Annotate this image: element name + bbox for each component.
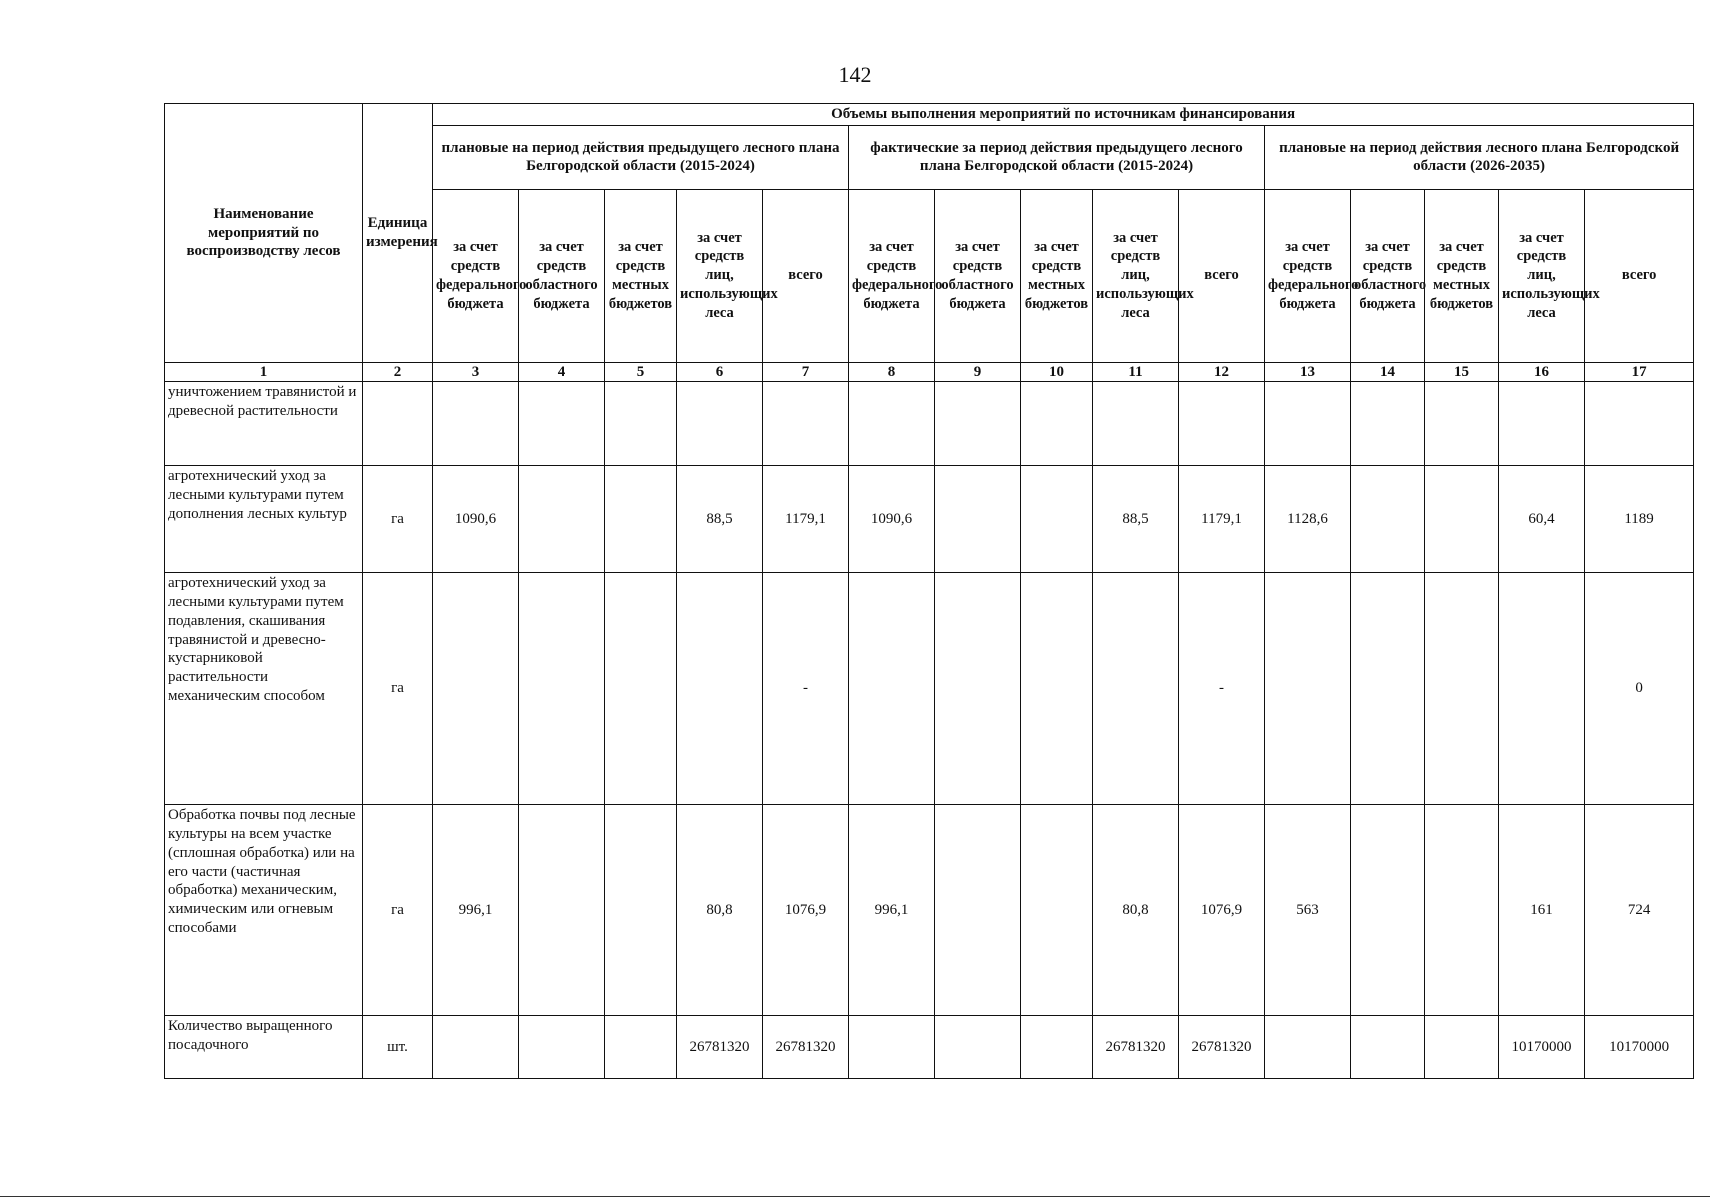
header-sub-federal: за счет средств федерального бюджета <box>849 189 935 362</box>
value-cell <box>1585 382 1694 466</box>
value-cell: 161 <box>1499 805 1585 1016</box>
value-cell: 996,1 <box>433 805 519 1016</box>
scan-bottom-edge <box>0 1196 1710 1197</box>
value-cell <box>1351 466 1425 573</box>
header-sub-local: за счет средств местных бюджетов <box>1021 189 1093 362</box>
value-cell <box>1021 805 1093 1016</box>
value-cell <box>677 382 763 466</box>
value-cell <box>519 573 605 805</box>
value-cell <box>605 382 677 466</box>
value-cell <box>1425 1016 1499 1079</box>
value-cell: 10170000 <box>1585 1016 1694 1079</box>
column-number: 3 <box>433 362 519 382</box>
column-number: 8 <box>849 362 935 382</box>
value-cell: 563 <box>1265 805 1351 1016</box>
value-cell: 0 <box>1585 573 1694 805</box>
header-sub-federal: за счет средств федерального бюджета <box>1265 189 1351 362</box>
row-activity-name: Обработка почвы под лесные культуры на всем участке (сплошная обработка) или на его части (частичная обработка) механическим, химическим или огневым способами <box>165 805 363 1016</box>
value-cell: 26781320 <box>763 1016 849 1079</box>
value-cell: 26781320 <box>1093 1016 1179 1079</box>
header-sub-federal: за счет средств федерального бюджета <box>433 189 519 362</box>
value-cell <box>1021 573 1093 805</box>
value-cell: 26781320 <box>1179 1016 1265 1079</box>
column-number: 9 <box>935 362 1021 382</box>
header-sub-total: всего <box>1179 189 1265 362</box>
header-group-planned-prev: плановые на период действия предыдущего лесного плана Белгородской области (2015-2024) <box>433 125 849 189</box>
value-cell <box>1179 382 1265 466</box>
row-activity-name: Количество выращенного посадочного <box>165 1016 363 1079</box>
value-cell: 88,5 <box>677 466 763 573</box>
row-unit <box>363 382 433 466</box>
value-cell: 80,8 <box>1093 805 1179 1016</box>
value-cell <box>1351 805 1425 1016</box>
header-sub-forest-users: за счет средств лиц, использующих леса <box>677 189 763 362</box>
value-cell: 60,4 <box>1499 466 1585 573</box>
value-cell <box>1351 573 1425 805</box>
value-cell <box>1425 573 1499 805</box>
table-row <box>165 1016 1694 1079</box>
value-cell: - <box>763 573 849 805</box>
value-cell <box>1499 573 1585 805</box>
value-cell: 1076,9 <box>1179 805 1265 1016</box>
row-unit: га <box>363 573 433 805</box>
value-cell: - <box>1179 573 1265 805</box>
value-cell <box>849 573 935 805</box>
column-number: 7 <box>763 362 849 382</box>
column-number-row <box>165 362 1694 382</box>
value-cell <box>763 382 849 466</box>
column-number: 6 <box>677 362 763 382</box>
header-sub-regional: за счет средств областного бюджета <box>1351 189 1425 362</box>
value-cell <box>935 1016 1021 1079</box>
value-cell: 1076,9 <box>763 805 849 1016</box>
column-number: 17 <box>1585 362 1694 382</box>
table-row <box>165 573 1694 805</box>
value-cell: 1179,1 <box>1179 466 1265 573</box>
value-cell <box>605 1016 677 1079</box>
value-cell <box>519 1016 605 1079</box>
value-cell <box>1499 382 1585 466</box>
value-cell <box>1093 382 1179 466</box>
header-group-planned-new: плановые на период действия лесного плана Белгородской области (2026-2035) <box>1265 125 1694 189</box>
row-unit: га <box>363 805 433 1016</box>
value-cell: 80,8 <box>677 805 763 1016</box>
value-cell <box>1351 382 1425 466</box>
column-number: 12 <box>1179 362 1265 382</box>
column-number: 5 <box>605 362 677 382</box>
value-cell <box>605 466 677 573</box>
value-cell <box>935 805 1021 1016</box>
value-cell <box>1021 466 1093 573</box>
column-number: 11 <box>1093 362 1179 382</box>
value-cell <box>1265 573 1351 805</box>
value-cell <box>1021 1016 1093 1079</box>
value-cell <box>433 1016 519 1079</box>
value-cell: 88,5 <box>1093 466 1179 573</box>
value-cell <box>519 805 605 1016</box>
table-row <box>165 466 1694 573</box>
header-sub-local: за счет средств местных бюджетов <box>605 189 677 362</box>
value-cell: 1090,6 <box>849 466 935 573</box>
value-cell <box>519 466 605 573</box>
header-sub-local: за счет средств местных бюджетов <box>1425 189 1499 362</box>
value-cell <box>935 466 1021 573</box>
header-financing-sources: Объемы выполнения мероприятий по источникам финансирования <box>433 104 1694 126</box>
row-activity-name: агротехнический уход за лесными культурами путем подавления, скашивания травянистой и древесно-кустарниковой растительности механическим способом <box>165 573 363 805</box>
header-unit-column: Единица измерения <box>363 104 433 363</box>
column-number: 13 <box>1265 362 1351 382</box>
value-cell: 1189 <box>1585 466 1694 573</box>
column-number: 16 <box>1499 362 1585 382</box>
value-cell <box>605 573 677 805</box>
column-number: 1 <box>165 362 363 382</box>
value-cell <box>1021 382 1093 466</box>
header-sub-forest-users: за счет средств лиц, использующих леса <box>1093 189 1179 362</box>
header-sub-regional: за счет средств областного бюджета <box>519 189 605 362</box>
value-cell: 724 <box>1585 805 1694 1016</box>
value-cell <box>433 382 519 466</box>
value-cell <box>605 805 677 1016</box>
value-cell: 1090,6 <box>433 466 519 573</box>
value-cell <box>519 382 605 466</box>
row-unit: шт. <box>363 1016 433 1079</box>
value-cell <box>677 573 763 805</box>
value-cell: 1128,6 <box>1265 466 1351 573</box>
header-group-actual-prev: фактические за период действия предыдущего лесного плана Белгородской области (2015-2024) <box>849 125 1265 189</box>
value-cell: 26781320 <box>677 1016 763 1079</box>
header-name-column: Наименование мероприятий по воспроизводству лесов <box>165 104 363 363</box>
row-activity-name: агротехнический уход за лесными культурами путем дополнения лесных культур <box>165 466 363 573</box>
value-cell <box>935 382 1021 466</box>
value-cell <box>935 573 1021 805</box>
value-cell <box>1425 382 1499 466</box>
value-cell: 1179,1 <box>763 466 849 573</box>
value-cell <box>1265 1016 1351 1079</box>
column-number: 10 <box>1021 362 1093 382</box>
value-cell <box>433 573 519 805</box>
financing-table-wrapper <box>164 103 1694 1079</box>
header-sub-regional: за счет средств областного бюджета <box>935 189 1021 362</box>
table-row <box>165 382 1694 466</box>
financing-table <box>164 103 1694 1079</box>
row-activity-name: уничтожением травянистой и древесной растительности <box>165 382 363 466</box>
header-sub-total: всего <box>763 189 849 362</box>
value-cell <box>1425 805 1499 1016</box>
row-unit: га <box>363 466 433 573</box>
value-cell <box>1351 1016 1425 1079</box>
column-number: 4 <box>519 362 605 382</box>
header-sub-total: всего <box>1585 189 1694 362</box>
table-row <box>165 805 1694 1016</box>
value-cell <box>849 382 935 466</box>
column-number: 2 <box>363 362 433 382</box>
page-number: 142 <box>838 62 872 87</box>
header-row-top <box>165 104 1694 126</box>
value-cell <box>849 1016 935 1079</box>
value-cell: 996,1 <box>849 805 935 1016</box>
value-cell <box>1425 466 1499 573</box>
value-cell <box>1265 382 1351 466</box>
column-number: 14 <box>1351 362 1425 382</box>
value-cell: 10170000 <box>1499 1016 1585 1079</box>
header-sub-forest-users: за счет средств лиц, использующих леса <box>1499 189 1585 362</box>
column-number: 15 <box>1425 362 1499 382</box>
value-cell <box>1093 573 1179 805</box>
